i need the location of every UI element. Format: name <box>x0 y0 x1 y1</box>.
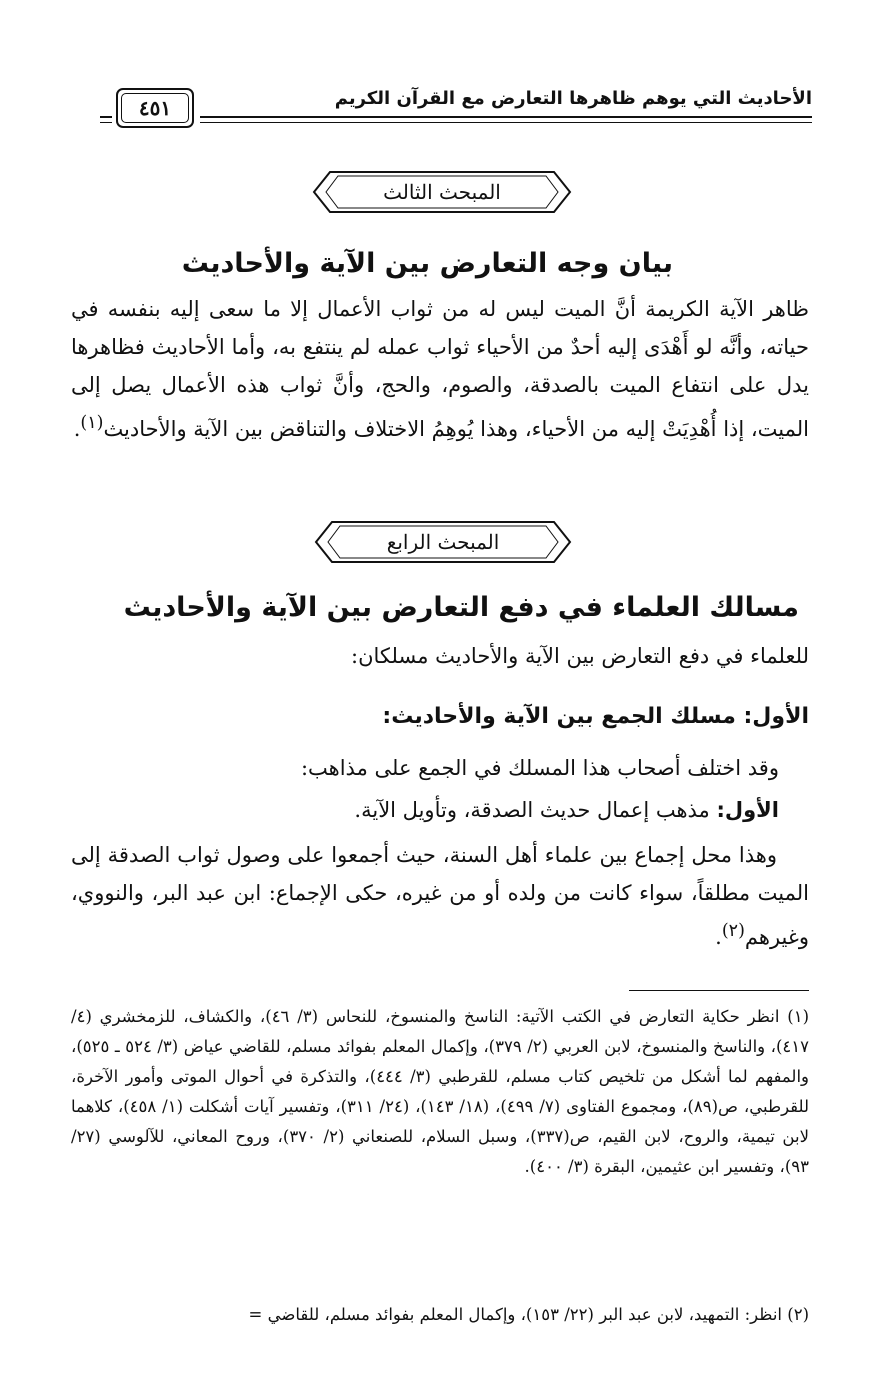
section-4-intro: للعلماء في دفع التعارض بين الآية والأحاديث مسلكان: <box>351 644 809 668</box>
section-heading-3: بيان وجه التعارض بين الآية والأحاديث <box>181 248 673 279</box>
section-label-4: المبحث الرابع <box>386 530 500 554</box>
section-4-line-1: وقد اختلف أصحاب هذا المسلك في الجمع على مذاهب: <box>300 756 779 780</box>
page-number-frame <box>116 88 194 128</box>
section-4-paragraph <box>71 836 809 956</box>
footnote-1 <box>71 1002 809 1182</box>
subheading-first-approach: الأول: مسلك الجمع بين الآية والأحاديث: <box>382 704 809 729</box>
line-2-bold-label: الأول: <box>716 798 779 822</box>
section-3-body-text: ظاهر الآية الكريمة أنَّ الميت ليس له من ثواب الأعمال إلا ما سعى إليه بنفسه في حياته، وأنَّه لو أَهْدَى إليه أحدٌ من الأحياء ثواب عمله لم ينتفع به، وأما الأحاديث فظاهرها يدل على انتفاع الميت بالصدقة، والصوم، والحج، وأنَّ ثواب هذه الأعمال يصل إلى الميت، إذا أُهْدِيَتْ إليه من الأحياء، وهذا يُوهِمُ الاختلاف والتناقض بين الآية والأحاديث <box>71 297 809 441</box>
section-3-body-end: . <box>73 417 81 441</box>
running-header <box>100 84 812 128</box>
footnote-1-text: انظر حكاية التعارض في الكتب الآتية: الناسخ والمنسوخ، للنحاس (٣/ ٤٦)، والكشاف، للزمخشري (٤/ ٤١٧)، والناسخ والمنسوخ، لابن العربي (٢/ ٣٧٩)، وإكمال المعلم بفوائد مسلم، للقاضي عياض (٣/ ٥٢٤ ـ ٥٢٥)، والمفهم لما أشكل من تلخيص كتاب مسلم، للقرطبي (٣/ ٤٤٤)، والتذكرة في أحوال الموتى وأمور الآخرة، للقرطبي، ص(٨٩)، ومجموع الفتاوى (٧/ ٤٩٩)، (١٨/ ١٤٣)، (٢٤/ ٣١١)، وتفسير آيات أشكلت (١/ ٤٥٨)، كلاهما لابن تيمية، والروح، لابن القيم، ص(٣٣٧)، وسبل السلام، للصنعاني (٢/ ٣٧٠)، وروح المعاني، للآلوسي (٢٧/ ٩٣)، وتفسير ابن عثيمين، البقرة (٣/ ٤٠٠). <box>71 1007 810 1176</box>
header-rule <box>200 116 812 123</box>
header-rule-left <box>100 116 112 123</box>
footnote-ref-1[interactable]: (١) <box>80 413 104 433</box>
section-heading-4: مسالك العلماء في دفع التعارض بين الآية والأحاديث <box>123 592 799 623</box>
section-3-body <box>71 290 809 448</box>
footnote-1-number: (١) <box>787 1007 810 1026</box>
section-4-line-2 <box>354 800 779 821</box>
line-2-text: مذهب إعمال حديث الصدقة، وتأويل الآية. <box>354 798 717 822</box>
footnote-2-number: (٢) <box>787 1305 809 1324</box>
running-title: الأحاديث التي يوهم ظاهرها التعارض مع القرآن الكريم <box>334 88 812 109</box>
section-4-paragraph-end: . <box>715 925 722 949</box>
section-4-paragraph-text: وهذا محل إجماع بين علماء أهل السنة، حيث أجمعوا على وصول ثواب الصدقة إلى الميت مطلقاً، سواء كانت من ولده أو من غيره، حكى الإجماع: ابن عبد البر، والنووي، وغيرهم <box>71 843 809 949</box>
section-label-frame-4 <box>310 516 576 568</box>
footnote-separator <box>629 990 809 991</box>
page-number: ٤٥١ <box>138 96 172 120</box>
section-label-frame <box>308 166 576 218</box>
footnote-2 <box>71 1300 809 1330</box>
footnote-ref-2[interactable]: (٢) <box>721 921 745 941</box>
footnote-2-text: انظر: التمهيد، لابن عبد البر (٢٢/ ١٥٣)، وإكمال المعلم بفوائد مسلم، للقاضي = <box>248 1305 782 1324</box>
section-label-3: المبحث الثالث <box>383 180 501 204</box>
